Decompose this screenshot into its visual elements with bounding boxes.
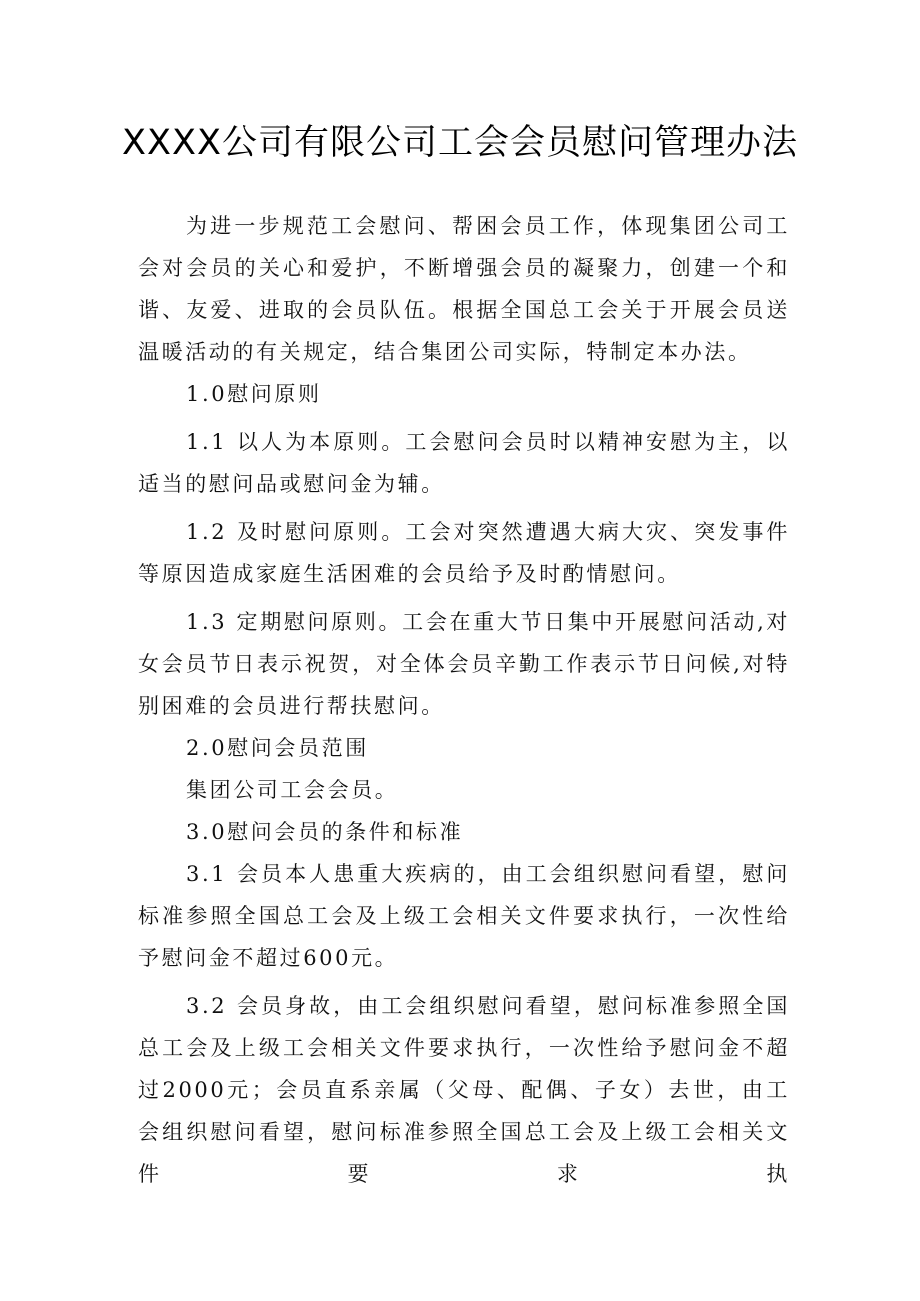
section-heading-scope: 2.0慰问会员范围: [186, 736, 369, 760]
clause-3-1: 3.1 会员本人患重大疾病的，由工会组织慰问看望，慰问标准参照全国总工会及上级工会相关文件要求执行，一次性给予慰问金不超过600元。: [138, 862, 790, 970]
document-body: [138, 205, 790, 1195]
section-heading-conditions: 3.0慰问会员的条件和标准: [186, 820, 464, 844]
document-title: XXXX公司有限公司工会会员慰问管理办法: [122, 123, 798, 163]
clause-1-1: 1.1 以人为本原则。工会慰问会员时以精神安慰为主，以适当的慰问品或慰问金为辅。: [138, 430, 790, 496]
intro-paragraph: 为进一步规范工会慰问、帮困会员工作，体现集团公司工会对会员的关心和爱护，不断增强会员的凝聚力，创建一个和谐、友爱、进取的会员队伍。根据全国总工会关于开展会员送温暖活动的有关规定，结合集团公司实际，特制定本办法。: [138, 214, 790, 364]
section-heading-principles: 1.0慰问原则: [186, 382, 322, 406]
clause-1-2: 1.2 及时慰问原则。工会对突然遭遇大病大灾、突发事件等原因造成家庭生活困难的会员给予及时酌情慰问。: [138, 520, 790, 586]
clause-3-2: 3.2 会员身故，由工会组织慰问看望，慰问标准参照全国总工会及上级工会相关文件要求执行，一次性给予慰问金不超过2000元；会员直系亲属（父母、配偶、子女）去世，由工会组织慰问看望，慰问标准参照全国总工会及上级工会相关文件要求执: [138, 994, 790, 1186]
clause-1-3: 1.3 定期慰问原则。工会在重大节日集中开展慰问活动,对女会员节日表示祝贺，对全体会员辛勤工作表示节日问候,对特别困难的会员进行帮扶慰问。: [138, 610, 790, 718]
scope-paragraph: 集团公司工会会员。: [186, 778, 399, 802]
